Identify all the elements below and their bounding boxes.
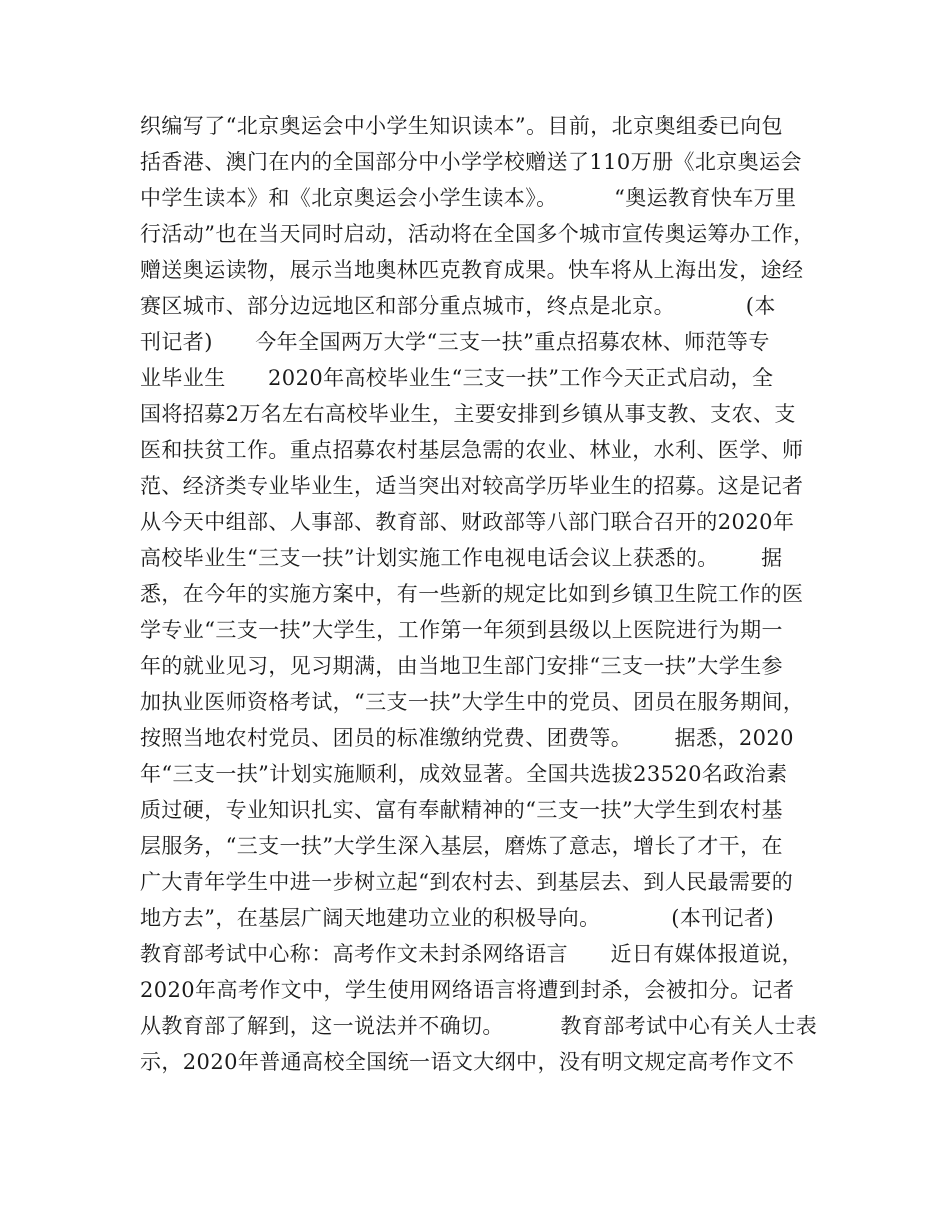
text-line: 从教育部了解到，这一说法并不确切。 教育部考试中心有关人士表 [140,1014,818,1038]
text-line: 示，2020年普通高校全国统一语文大纲中，没有明文规定高考作文不 [140,1050,795,1074]
text-line: 括香港、澳门在内的全国部分中小学学校赠送了110万册《北京奥运会 [140,150,802,174]
text-line: 赛区城市、部分边远地区和部分重点城市，终点是北京。 (本 [140,294,776,318]
text-line: 从今天中组部、人事部、教育部、财政部等八部门联合召开的2020年 [140,510,795,534]
text-line: 悉，在今年的实施方案中，有一些新的规定比如到乡镇卫生院工作的医 [140,582,804,606]
text-line: 广大青年学生中进一步树立起“到农村去、到基层去、到人民最需要的 [140,870,794,894]
text-line: 加执业医师资格考试，“三支一扶”大学生中的党员、团员在服务期间， [140,690,805,714]
text-line: 行活动”也在当天同时启动，活动将在全国多个城市宣传奥运筹办工作， [140,222,815,246]
text-line: 质过硬，专业知识扎实、富有奉献精神的“三支一扶”大学生到农村基 [140,798,783,822]
text-line: 医和扶贫工作。重点招募农村基层急需的农业、林业，水利、医学、师 [140,438,804,462]
text-line: 赠送奥运读物，展示当地奥林匹克教育成果。快车将从上海出发，途经 [140,258,804,282]
text-line: 国将招募2万名左右高校毕业生，主要安排到乡镇从事支教、支农、支 [140,402,796,426]
text-line: 刊记者) 今年全国两万大学“三支一扶”重点招募农林、师范等专 [140,330,770,354]
text-line: 教育部考试中心称：高考作文未封杀网络语言 近日有媒体报道说， [140,942,804,966]
text-line: 中学生读本》和《北京奥运会小学生读本》。 “奥运教育快车万里 [140,186,797,210]
text-line: 年“三支一扶”计划实施顺利，成效显著。全国共选拔23520名政治素 [140,762,788,786]
text-line: 织编写了“北京奥运会中小学生知识读本”。目前，北京奥组委已向包 [140,114,783,138]
text-line: 2020年高考作文中，学生使用网络语言将遭到封杀，会被扣分。记者 [140,978,795,1002]
text-line: 学专业“三支一扶”大学生，工作第一年须到县级以上医院进行为期一 [140,618,783,642]
text-line: 地方去”，在基层广阔天地建功立业的积极导向。 (本刊记者) [140,906,775,930]
text-line: 范、经济类专业毕业生，适当突出对较高学历毕业生的招募。这是记者 [140,474,804,498]
body-text [140,108,820,1080]
text-line: 按照当地农村党员、团员的标准缴纳党费、团费等。 据悉，2020 [140,726,794,750]
text-line: 业毕业生 2020年高校毕业生“三支一扶”工作今天正式启动，全 [140,366,774,390]
text-line: 高校毕业生“三支一扶”计划实施工作电视电话会议上获悉的。 据 [140,546,783,570]
text-line: 年的就业见习，见习期满，由当地卫生部门安排“三支一扶”大学生参 [140,654,783,678]
text-line: 层服务，“三支一扶”大学生深入基层，磨炼了意志，增长了才干，在 [140,834,783,858]
